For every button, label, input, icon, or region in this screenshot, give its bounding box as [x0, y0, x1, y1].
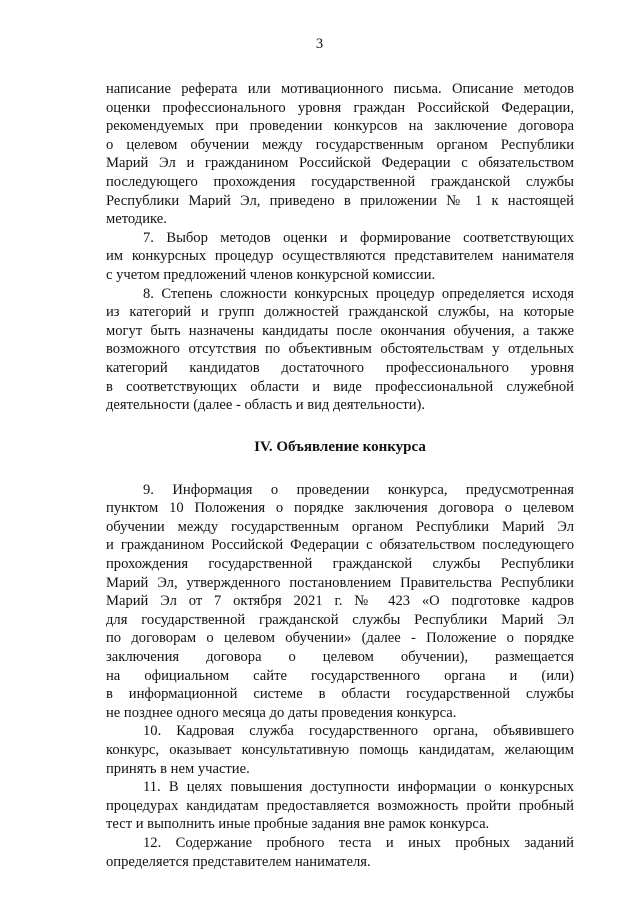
text-line: прохождения государственной гражданской службы Республики — [106, 556, 574, 573]
text-line: деятельности (далее - область и вид деятельности). — [106, 397, 426, 414]
text-line: тест и выполнить иные пробные задания вне рамок конкурса. — [106, 816, 490, 833]
text-line: определяется представителем нанимателя. — [106, 853, 371, 870]
text-line: на официальном сайте государственного органа и (или) — [106, 667, 574, 684]
text-line: последующего прохождения государственной гражданской службы — [106, 173, 574, 190]
paragraph — [106, 722, 574, 778]
text-line: из категорий и групп должностей гражданской службы, на которые — [106, 304, 574, 321]
text-line: написание реферата или мотивационного письма. Описание методов — [106, 81, 574, 97]
text-line: методике. — [106, 211, 167, 228]
text-line: и гражданином Российской Федерации с обязательством последующего — [106, 537, 574, 554]
text-line: 9. Информация о проведении конкурса, предусмотренная — [143, 481, 574, 498]
text-line: принять в нем участие. — [106, 760, 250, 777]
text-line: 8. Степень сложности конкурсных процедур определяется исходя — [143, 285, 574, 302]
text-line: Марий Эл, утвержденного постановлением Правительства Республики — [106, 574, 574, 591]
paragraph — [106, 229, 574, 285]
text-line: в информационной системе в области государственной службы — [106, 686, 574, 703]
text-line: Республики Марий Эл, приведено в приложении № 1 к настоящей — [106, 192, 574, 209]
text-line: 10. Кадровая служба государственного органа, объявившего — [143, 723, 574, 740]
text-line: о целевом обучении между государственным органом Республики — [106, 136, 574, 153]
text-line: 11. В целях повышения доступности информации о конкурсных — [143, 779, 574, 796]
paragraph — [106, 80, 574, 229]
text-line: процедурах кандидатам предоставляется возможность пройти пробный — [106, 797, 574, 814]
text-line: рекомендуемых при проведении конкурсов на заключение договора — [106, 118, 574, 135]
text-line: с учетом предложений членов конкурсной комиссии. — [106, 266, 436, 283]
text-line: заключения договора о целевом обучении), размещается — [106, 649, 574, 666]
text-line: для государственной гражданской службы Республики Марий Эл — [106, 611, 574, 628]
text-line: конкурс, оказывает консультативную помощь кандидатам, желающим — [106, 742, 574, 758]
paragraph — [106, 285, 574, 415]
text-line: 7. Выбор методов оценки и формирование соответствующих — [143, 229, 574, 246]
text-line: по договорам о целевом обучении» (далее - Положение о порядке — [106, 630, 574, 647]
text-line: 12. Содержание пробного теста и иных пробных заданий — [143, 834, 574, 851]
text-line: в соответствующих области и виде профессиональной служебной — [106, 378, 574, 395]
text-line: пунктом 10 Положения о порядке заключения договора о целевом — [106, 500, 574, 517]
text-line: не позднее одного месяца до даты проведения конкурса. — [106, 704, 457, 721]
text-line: Марий Эл и гражданином Российской Федерации с обязательством — [106, 155, 574, 172]
document-body — [106, 80, 574, 871]
text-line: могут быть назначены кандидаты после окончания обучения, а также — [106, 322, 574, 339]
section-heading: IV. Объявление конкурса — [254, 438, 426, 455]
paragraph — [106, 481, 574, 723]
text-line: оценки профессионального уровня граждан Российской Федерации, — [106, 99, 574, 116]
paragraph — [106, 778, 574, 834]
text-line: категорий кандидатов достаточного профессионального уровня — [106, 359, 574, 376]
text-line: возможного отсутствия по объективным обстоятельствам у отдельных — [106, 341, 574, 358]
text-line: Марий Эл от 7 октября 2021 г. № 423 «О подготовке кадров — [106, 593, 574, 610]
page-number: 3 — [315, 36, 324, 52]
paragraph — [106, 834, 574, 871]
text-line: обучении между государственным органом Республики Марий Эл — [106, 518, 574, 535]
text-line: им конкурсных процедур осуществляются представителем нанимателя — [106, 248, 574, 265]
